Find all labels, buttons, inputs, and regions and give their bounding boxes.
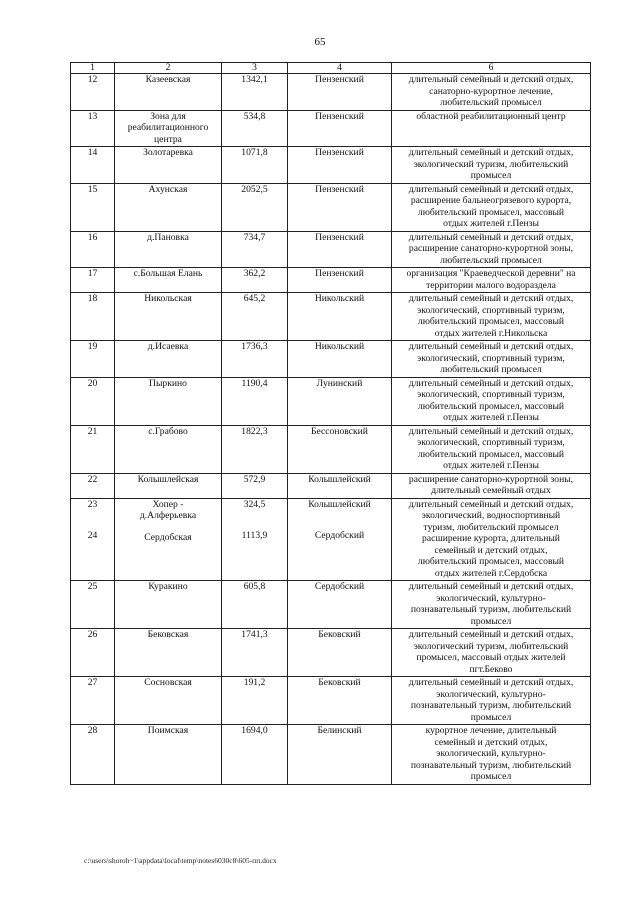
table-row bbox=[71, 268, 591, 293]
row-number-cell bbox=[71, 677, 115, 725]
table-row bbox=[71, 341, 591, 378]
zone-name-cell bbox=[115, 341, 222, 378]
cell-text: Бековский bbox=[318, 629, 361, 640]
table-row bbox=[71, 147, 591, 184]
cell-text: 534,8 bbox=[243, 110, 266, 122]
cell-text: экологический туризм, любительский bbox=[413, 640, 569, 652]
cell-text: 1071,8 bbox=[241, 147, 268, 158]
district-cell bbox=[288, 473, 392, 498]
row-number-cell bbox=[71, 341, 115, 378]
cell-text: 24 bbox=[87, 530, 98, 541]
cell-text: Поимская bbox=[147, 725, 189, 736]
header-cell-6: 6 bbox=[392, 63, 591, 74]
cell-text: экологический, водноспортивный bbox=[421, 510, 561, 521]
district-cell bbox=[288, 231, 392, 268]
usage-cell bbox=[392, 629, 591, 677]
district-cell bbox=[288, 377, 392, 425]
cell-text: Колышлейская bbox=[137, 473, 199, 485]
cell-text: Пензенский bbox=[315, 183, 364, 195]
usage-cell bbox=[392, 498, 591, 581]
cell-text: с.Большая Елань bbox=[133, 268, 203, 279]
row-number-cell bbox=[71, 498, 115, 581]
table-row bbox=[71, 677, 591, 725]
cell-text: 23 bbox=[87, 498, 98, 510]
cell-text: длительный семейный и детский отдых, bbox=[408, 377, 574, 389]
cell-text: семейный и детский отдых, bbox=[434, 544, 548, 556]
district-cell bbox=[288, 147, 392, 184]
cell-text: длительный семейный и детский отдых, bbox=[408, 341, 574, 352]
zone-name-cell bbox=[115, 110, 222, 147]
cell-text: любительский промысел, массовый bbox=[417, 400, 565, 412]
cell-text: промысел bbox=[470, 170, 512, 181]
area-cell bbox=[222, 268, 288, 293]
area-cell bbox=[222, 425, 288, 473]
cell-text: отдых жителей г.Сердобска bbox=[434, 567, 548, 579]
cell-text: экологический туризм, любительский bbox=[413, 158, 569, 170]
cell-text bbox=[224, 520, 285, 530]
cell-text: Пензенский bbox=[315, 110, 364, 122]
header-row bbox=[71, 63, 591, 74]
row-number-cell bbox=[71, 293, 115, 341]
area-cell bbox=[222, 629, 288, 677]
table-row bbox=[71, 629, 591, 677]
row-number-cell bbox=[71, 629, 115, 677]
row-number-cell bbox=[71, 147, 115, 184]
cell-text: Пензенский bbox=[315, 231, 364, 243]
cell-text: 21 bbox=[87, 425, 98, 437]
cell-text: центра bbox=[154, 133, 182, 145]
cell-text: любительский промысел, массовый bbox=[417, 556, 565, 567]
cell-text: любительский промысел, массовый bbox=[417, 316, 565, 327]
cell-text: длительный семейный и детский отдых, bbox=[408, 581, 574, 592]
usage-cell bbox=[392, 725, 591, 785]
cell-text: областной реабилитационный центр bbox=[416, 110, 566, 122]
cell-text: 17 bbox=[87, 268, 98, 279]
table-row bbox=[71, 183, 591, 231]
cell-text: Пензенский bbox=[315, 147, 364, 158]
header-cell-2: 2 bbox=[115, 63, 222, 74]
usage-cell bbox=[392, 74, 591, 111]
cell-text: Никольская bbox=[144, 293, 192, 304]
cell-text: 13 bbox=[87, 110, 98, 122]
row-number-cell bbox=[71, 581, 115, 629]
cell-text: территории малого водораздела bbox=[426, 279, 556, 291]
table-row bbox=[71, 74, 591, 111]
zone-name-cell bbox=[115, 74, 222, 111]
area-cell bbox=[222, 725, 288, 785]
cell-text: д.Пановка bbox=[147, 231, 189, 243]
row-number-cell bbox=[71, 425, 115, 473]
cell-text: 191,2 bbox=[243, 677, 266, 688]
cell-text: экологический, спортивный туризм, bbox=[417, 352, 565, 364]
cell-text: познавательный туризм, любительский bbox=[410, 604, 572, 615]
cell-text: экологический, культурно- bbox=[436, 748, 546, 759]
row-number-cell bbox=[71, 110, 115, 147]
cell-text: Зона для bbox=[150, 110, 186, 122]
usage-cell bbox=[392, 268, 591, 293]
header-cell-4: 4 bbox=[288, 63, 392, 74]
district-cell bbox=[288, 268, 392, 293]
zone-name-cell bbox=[115, 268, 222, 293]
cell-text: Никольский bbox=[314, 293, 365, 304]
area-cell bbox=[222, 377, 288, 425]
zone-name-cell bbox=[115, 377, 222, 425]
cell-text: д.Исаевка bbox=[147, 341, 189, 352]
row-number-cell bbox=[71, 473, 115, 498]
cell-text: 28 bbox=[87, 725, 98, 736]
table-row bbox=[71, 425, 591, 473]
cell-text: 1190,4 bbox=[241, 377, 268, 389]
cell-text: 734,7 bbox=[243, 231, 266, 243]
file-path-footer: c:\users\shoroh~1\appdata\local\temp\notes6030c8\605-пп.docx bbox=[84, 856, 277, 865]
cell-text: курортное лечение, длительный bbox=[425, 725, 557, 736]
cell-text: длительный семейный и детский отдых, bbox=[408, 498, 574, 510]
cell-text: пгт.Беково bbox=[469, 663, 513, 675]
cell-text: промысел bbox=[470, 711, 512, 723]
cell-text bbox=[290, 510, 389, 520]
cell-text: отдых жителей г.Пензы bbox=[443, 460, 539, 471]
cell-text: длительный семейный и детский отдых, bbox=[408, 293, 574, 304]
district-cell bbox=[288, 74, 392, 111]
area-cell bbox=[222, 341, 288, 378]
row-number-cell bbox=[71, 377, 115, 425]
cell-text: Пыркино bbox=[149, 377, 187, 389]
district-cell bbox=[288, 293, 392, 341]
cell-text: Пензенский bbox=[315, 268, 364, 279]
cell-text: туризм, любительский промысел bbox=[423, 521, 559, 533]
usage-cell bbox=[392, 677, 591, 725]
cell-text: длительный семейный и детский отдых, bbox=[408, 425, 574, 437]
cell-text: 1736,3 bbox=[241, 341, 268, 352]
cell-text: 20 bbox=[87, 377, 98, 389]
cell-text: 605,8 bbox=[243, 581, 266, 592]
row-number-cell bbox=[71, 268, 115, 293]
table-row bbox=[71, 231, 591, 268]
cell-text: экологический, спортивный туризм, bbox=[417, 389, 565, 400]
cell-text: 26 bbox=[87, 629, 98, 640]
cell-text: 15 bbox=[87, 183, 98, 195]
area-cell bbox=[222, 183, 288, 231]
cell-text: Сердобская bbox=[144, 531, 192, 543]
cell-text: 1113,9 bbox=[241, 530, 268, 541]
cell-text: 362,2 bbox=[243, 268, 266, 279]
usage-cell bbox=[392, 377, 591, 425]
cell-text: 18 bbox=[87, 293, 98, 304]
cell-text: отдых жителей г.Пензы bbox=[443, 412, 539, 423]
cell-text: 2052,5 bbox=[241, 183, 268, 195]
cell-text: Бековский bbox=[318, 677, 361, 688]
cell-text: Казеевская bbox=[145, 74, 191, 85]
table-row bbox=[71, 473, 591, 498]
cell-text: длительный семейный и детский отдых, bbox=[408, 677, 574, 688]
zone-name-cell bbox=[115, 581, 222, 629]
cell-text: Никольский bbox=[314, 341, 365, 352]
cell-text: любительский промысел, массовый bbox=[417, 206, 565, 218]
cell-text bbox=[290, 520, 389, 530]
cell-text: экологический, культурно- bbox=[436, 688, 546, 700]
cell-text: Сердобский bbox=[314, 530, 365, 541]
area-cell bbox=[222, 231, 288, 268]
row-number-cell bbox=[71, 74, 115, 111]
cell-text: промысел bbox=[470, 771, 512, 782]
cell-text: длительный семейный и детский отдых, bbox=[408, 629, 574, 640]
cell-text: с.Грабово bbox=[148, 425, 188, 437]
zone-name-cell bbox=[115, 629, 222, 677]
table-row bbox=[71, 581, 591, 629]
cell-text: длительный семейный и детский отдых, bbox=[408, 74, 574, 85]
area-cell bbox=[222, 498, 288, 581]
cell-text bbox=[224, 510, 285, 520]
cell-text: Пензенский bbox=[315, 74, 364, 85]
cell-text: Сосновская bbox=[144, 677, 192, 688]
cell-text: промысел bbox=[470, 615, 512, 627]
table-row bbox=[71, 725, 591, 785]
usage-cell bbox=[392, 473, 591, 498]
cell-text: 572,9 bbox=[243, 473, 266, 485]
cell-text: организация "Краеведческой деревни" на bbox=[406, 268, 576, 279]
cell-text: Хопер - bbox=[152, 498, 184, 510]
zone-name-cell bbox=[115, 473, 222, 498]
usage-cell bbox=[392, 293, 591, 341]
zone-name-cell bbox=[115, 498, 222, 581]
cell-text: любительский промысел, массовый bbox=[417, 448, 565, 460]
cell-text: Бессоновский bbox=[311, 425, 368, 437]
zone-name-cell bbox=[115, 677, 222, 725]
header-cell-3: 3 bbox=[222, 63, 288, 74]
cell-text: Ахунская bbox=[148, 183, 188, 195]
cell-text: 25 bbox=[87, 581, 98, 592]
cell-text: Куракино bbox=[148, 581, 188, 592]
district-cell bbox=[288, 581, 392, 629]
cell-text: 1822,3 bbox=[241, 425, 268, 437]
cell-text: 19 bbox=[87, 341, 98, 352]
district-cell bbox=[288, 629, 392, 677]
usage-cell bbox=[392, 110, 591, 147]
row-number-cell bbox=[71, 231, 115, 268]
cell-text: расширение бальнеогрязевого курорта, bbox=[410, 195, 572, 206]
page-number: 65 bbox=[314, 36, 326, 48]
cell-text: длительный семейный и детский отдых, bbox=[408, 231, 574, 243]
cell-text: Золотаревка bbox=[143, 147, 193, 158]
cell-text: Белинский bbox=[317, 725, 362, 736]
cell-text: длительный семейный и детский отдых, bbox=[408, 147, 574, 158]
cell-text: промысел, массовый отдых жителей bbox=[416, 652, 566, 663]
cell-text bbox=[117, 522, 219, 532]
cell-text: длительный семейный и детский отдых, bbox=[408, 183, 574, 195]
cell-text: экологический, культурно- bbox=[436, 592, 546, 604]
cell-text: 645,2 bbox=[243, 293, 266, 304]
cell-text bbox=[73, 520, 112, 530]
zone-name-cell bbox=[115, 183, 222, 231]
cell-text: любительский промысел bbox=[440, 254, 542, 266]
cell-text: экологический, спортивный туризм, bbox=[417, 304, 565, 316]
district-cell bbox=[288, 498, 392, 581]
cell-text: отдых жителей г.Никольска bbox=[434, 327, 548, 339]
row-number-cell bbox=[71, 183, 115, 231]
cell-text: 1741,3 bbox=[241, 629, 268, 640]
cell-text: расширение санаторно-курортной зоны, bbox=[408, 243, 574, 254]
cell-text: Колышлейский bbox=[308, 473, 371, 485]
cell-text: Колышлейский bbox=[308, 498, 371, 510]
cell-text: 14 bbox=[87, 147, 98, 158]
district-cell bbox=[288, 341, 392, 378]
cell-text: Лунинский bbox=[316, 377, 363, 389]
cell-text: познавательный туризм, любительский bbox=[410, 759, 572, 771]
district-cell bbox=[288, 425, 392, 473]
cell-text: 16 bbox=[87, 231, 98, 243]
area-cell bbox=[222, 677, 288, 725]
area-cell bbox=[222, 581, 288, 629]
cell-text: 22 bbox=[87, 473, 98, 485]
usage-cell bbox=[392, 231, 591, 268]
usage-cell bbox=[392, 425, 591, 473]
cell-text: Бековская bbox=[147, 629, 189, 640]
cell-text: 1694,0 bbox=[241, 725, 268, 736]
district-cell bbox=[288, 677, 392, 725]
zone-name-cell bbox=[115, 293, 222, 341]
usage-cell bbox=[392, 341, 591, 378]
usage-cell bbox=[392, 183, 591, 231]
cell-text: познавательный туризм, любительский bbox=[410, 700, 572, 711]
area-cell bbox=[222, 293, 288, 341]
table-body bbox=[71, 63, 591, 785]
cell-text: семейный и детский отдых, bbox=[434, 736, 548, 748]
cell-text: 12 bbox=[87, 74, 98, 85]
cell-text: экологический, спортивный туризм, bbox=[417, 437, 565, 448]
district-cell bbox=[288, 110, 392, 147]
table-row bbox=[71, 377, 591, 425]
cell-text: 1342,1 bbox=[241, 74, 268, 85]
zone-name-cell bbox=[115, 147, 222, 184]
zone-name-cell bbox=[115, 425, 222, 473]
district-cell bbox=[288, 725, 392, 785]
area-cell bbox=[222, 110, 288, 147]
usage-cell bbox=[392, 581, 591, 629]
table-row bbox=[71, 110, 591, 147]
cell-text: любительский промысел bbox=[440, 97, 542, 108]
cell-text: 324,5 bbox=[243, 498, 266, 510]
table-row bbox=[71, 498, 591, 581]
area-cell bbox=[222, 147, 288, 184]
zone-name-cell bbox=[115, 725, 222, 785]
district-cell bbox=[288, 183, 392, 231]
cell-text: расширение курорта, длительный bbox=[422, 533, 560, 544]
cell-text: Сердобский bbox=[314, 581, 365, 592]
header-cell-1: 1 bbox=[71, 63, 115, 74]
usage-cell bbox=[392, 147, 591, 184]
cell-text: д.Алферьевка bbox=[139, 510, 197, 521]
cell-text: отдых жителей г.Пензы bbox=[443, 218, 539, 229]
cell-text: 27 bbox=[87, 677, 98, 688]
zones-table bbox=[70, 62, 591, 785]
area-cell bbox=[222, 473, 288, 498]
area-cell bbox=[222, 74, 288, 111]
cell-text: расширение санаторно-курортной зоны, bbox=[408, 473, 574, 485]
row-number-cell bbox=[71, 725, 115, 785]
cell-text: реабилитационного bbox=[127, 122, 209, 133]
table-row bbox=[71, 293, 591, 341]
cell-text: длительный семейный отдых bbox=[431, 485, 551, 496]
cell-text bbox=[73, 510, 112, 520]
cell-text: санаторно-курортное лечение, bbox=[429, 85, 553, 97]
cell-text: любительский промысел bbox=[440, 364, 542, 375]
zone-name-cell bbox=[115, 231, 222, 268]
